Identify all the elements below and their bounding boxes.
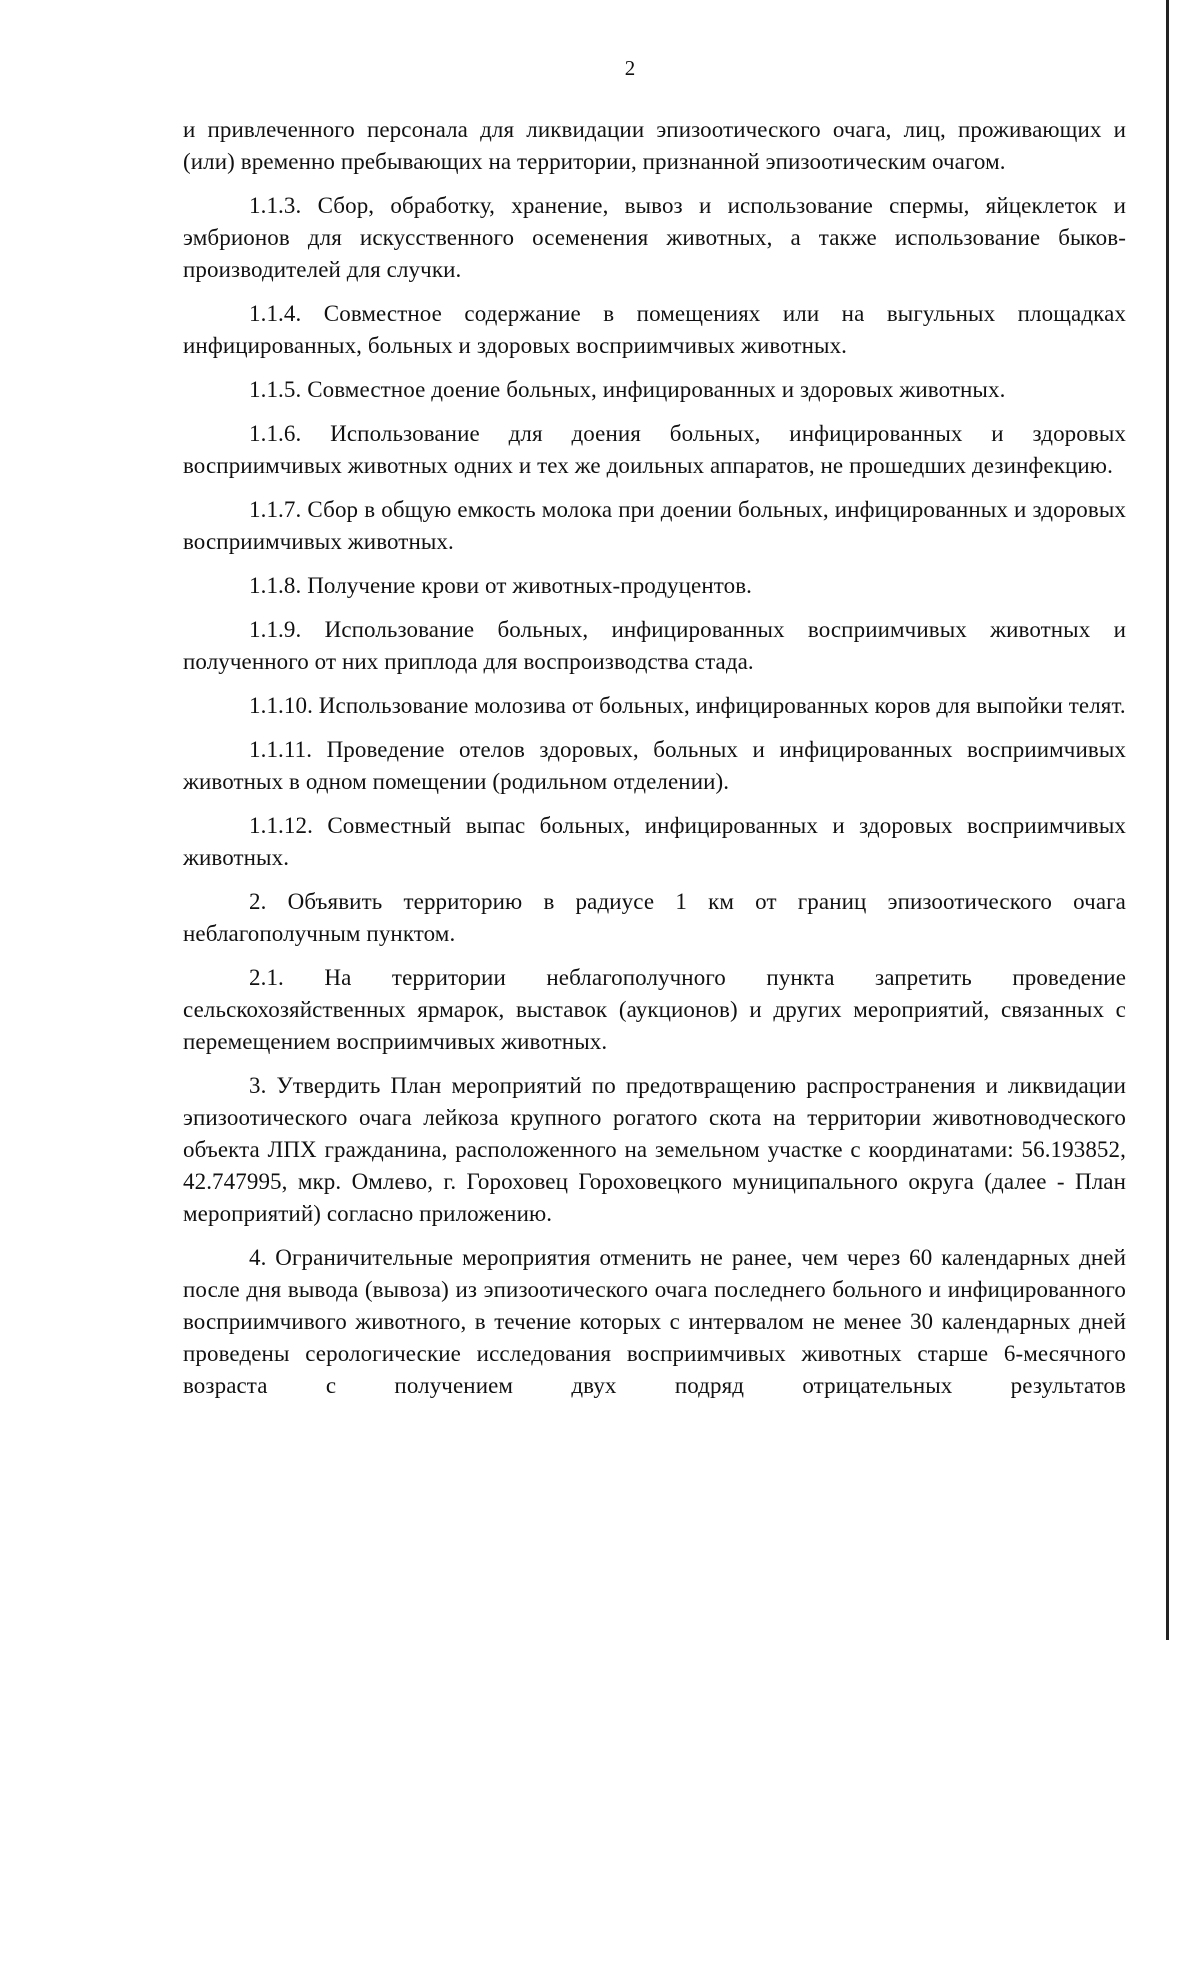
paragraph-3: 3. Утвердить План мероприятий по предотвращению распространения и ликвидации эпизоотического очага лейкоза крупного рогатого скота на территории животноводческого объекта ЛПХ гражданина, расположенного на земельном участке с координатами: 56.193852, 42.747995, мкр. Омлево, г. Гороховец Гороховецкого муниципального округа (далее - План мероприятий) согласно приложению. [183, 1073, 1126, 1226]
paragraph-2: 2. Объявить территорию в радиусе 1 км от границ эпизоотического очага неблагополучным пунктом. [183, 889, 1126, 946]
paragraph-1-1-8: 1.1.8. Получение крови от животных-продуцентов. [249, 573, 753, 598]
paragraph-1-1-11: 1.1.11. Проведение отелов здоровых, больных и инфицированных восприимчивых животных в одном помещении (родильном отделении). [183, 737, 1126, 794]
document-body [183, 114, 1126, 1414]
paragraph-1-1-9: 1.1.9. Использование больных, инфицированных восприимчивых животных и полученного от них приплода для воспроизводства стада. [183, 617, 1126, 674]
paragraph-1-1-3: 1.1.3. Сбор, обработку, хранение, вывоз и использование спермы, яйцеклеток и эмбрионов для искусственного осеменения животных, а также использование быков-производителей для случки. [183, 193, 1126, 282]
page-edge-line [1166, 0, 1169, 1640]
paragraph-1-1-10: 1.1.10. Использование молозива от больных, инфицированных коров для выпойки телят. [249, 693, 1126, 718]
paragraph-1-1-12: 1.1.12. Совместный выпас больных, инфицированных и здоровых восприимчивых животных. [183, 813, 1126, 870]
paragraph-4: 4. Ограничительные мероприятия отменить не ранее, чем через 60 календарных дней после дня вывода (вывоза) из эпизоотического очага последнего больного и инфицированного восприимчивого животного, в течение которых с интервалом не менее 30 календарных дней проведены серологические исследования восприимчивых животных старше 6-месячного возраста с получением двух подряд отрицательных результатов [183, 1245, 1126, 1398]
paragraph-continuation: и привлеченного персонала для ликвидации эпизоотического очага, лиц, проживающих и (или) временно пребывающих на территории, признанной эпизоотическим очагом. [183, 117, 1126, 174]
paragraph-1-1-5: 1.1.5. Совместное доение больных, инфицированных и здоровых животных. [249, 377, 1006, 402]
paragraph-2-1: 2.1. На территории неблагополучного пункта запретить проведение сельскохозяйственных ярмарок, выставок (аукционов) и других мероприятий, связанных с перемещением восприимчивых животных. [183, 965, 1126, 1054]
paragraph-1-1-4: 1.1.4. Совместное содержание в помещениях или на выгульных площадках инфицированных, больных и здоровых восприимчивых животных. [183, 301, 1126, 358]
page-number: 2 [624, 56, 636, 80]
paragraph-1-1-6: 1.1.6. Использование для доения больных, инфицированных и здоровых восприимчивых животных одних и тех же доильных аппаратов, не прошедших дезинфекцию. [183, 421, 1126, 478]
paragraph-1-1-7: 1.1.7. Сбор в общую емкость молока при доении больных, инфицированных и здоровых восприимчивых животных. [183, 497, 1126, 554]
